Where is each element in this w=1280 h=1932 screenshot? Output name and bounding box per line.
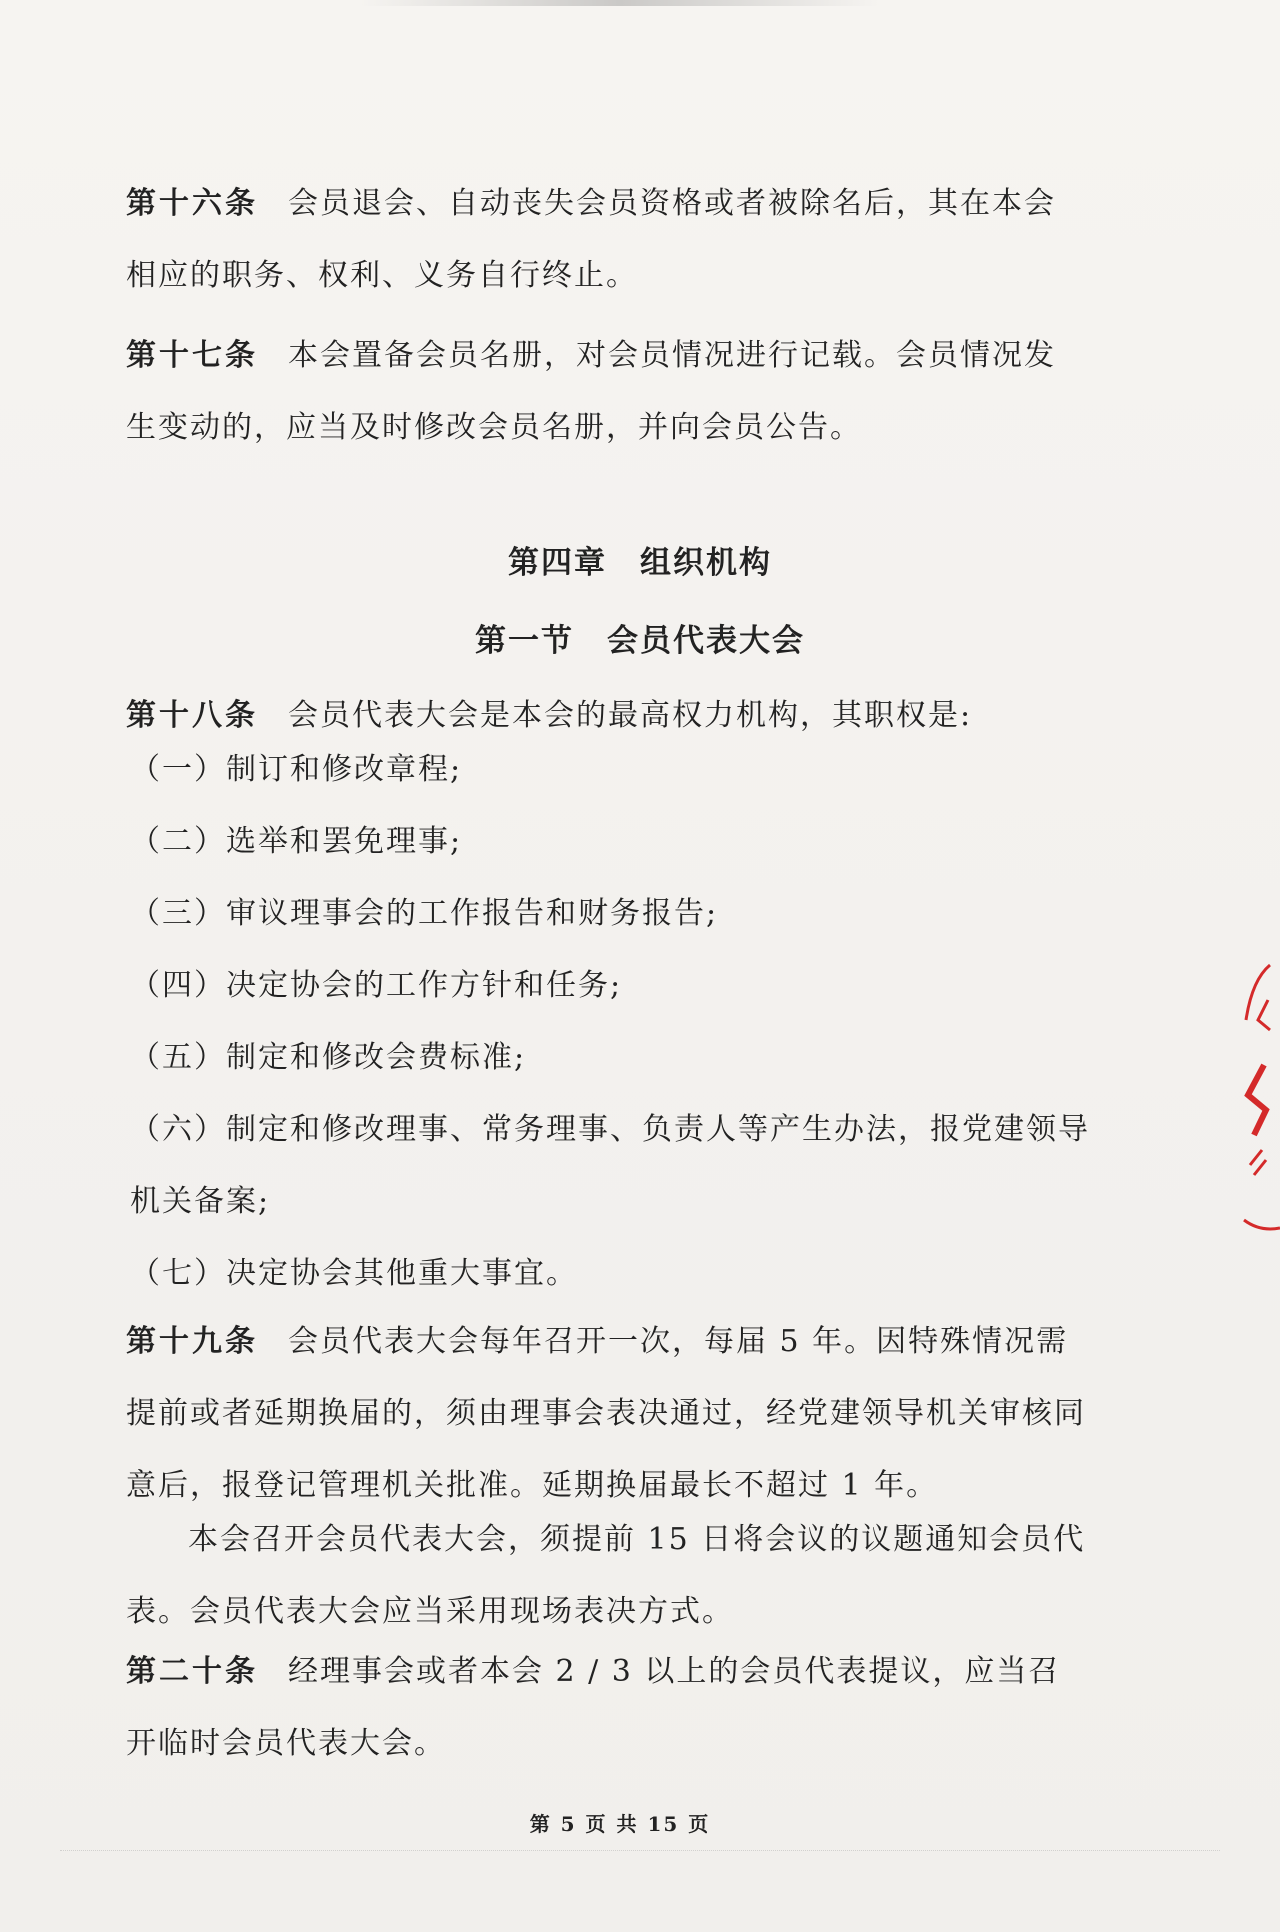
article-18-text: 会员代表大会是本会的最高权力机构，其职权是:: [288, 698, 973, 733]
article-19-label: 第十九条: [126, 1324, 258, 1359]
power-item-4: （四）决定协会的工作方针和任务;: [130, 968, 623, 1003]
section-title: 第一节 会员代表大会: [475, 623, 805, 659]
power-item-6: （六）制定和修改理事、常务理事、负责人等产生办法，报党建领导: [130, 1112, 1090, 1147]
page-number: 第 5 页 共 15 页: [529, 1812, 711, 1836]
article-20: [126, 1636, 1086, 1780]
article-18: [126, 680, 1086, 752]
scan-noise: [60, 1850, 1220, 1881]
article-17-label: 第十七条: [126, 338, 258, 373]
article-20-text: 经理事会或者本会 2 / 3 以上的会员代表提议，应当召开临时会员代表大会。: [126, 1654, 1061, 1761]
power-item-1: （一）制订和修改章程;: [130, 752, 463, 787]
paper-shadow: [360, 0, 880, 6]
article-19-text: 会员代表大会每年召开一次，每届 5 年。因特殊情况需提前或者延期换届的，须由理事会表决通过，经党建领导机关审核同意后，报登记管理机关批准。延期换届最长不超过 1 年。: [126, 1324, 1086, 1503]
red-seal-icon: [1240, 960, 1280, 1240]
power-item-2: （二）选举和罢免理事;: [130, 824, 463, 859]
article-16-label: 第十六条: [126, 186, 258, 221]
power-item-3: （三）审议理事会的工作报告和财务报告;: [130, 896, 719, 931]
article-19: [126, 1306, 1086, 1522]
article-17: [126, 320, 1086, 464]
chapter-title: 第四章 组织机构: [508, 545, 772, 581]
article-16-text: 会员退会、自动丧失会员资格或者被除名后，其在本会相应的职务、权利、义务自行终止。: [126, 186, 1056, 293]
article-17-text: 本会置备会员名册，对会员情况进行记载。会员情况发生变动的，应当及时修改会员名册，并向会员公告。: [126, 338, 1056, 445]
article-18-label: 第十八条: [126, 698, 258, 733]
article-19-paragraph-2: 本会召开会员代表大会，须提前 15 日将会议的议题通知会员代表。会员代表大会应当采用现场表决方式。: [126, 1522, 1086, 1629]
article-20-label: 第二十条: [126, 1654, 258, 1689]
power-item-7: （七）决定协会其他重大事宜。: [130, 1256, 578, 1291]
article-16: [126, 168, 1086, 312]
power-item-5: （五）制定和修改会费标准;: [130, 1040, 527, 1075]
power-item-6-cont: 机关备案;: [130, 1184, 271, 1219]
